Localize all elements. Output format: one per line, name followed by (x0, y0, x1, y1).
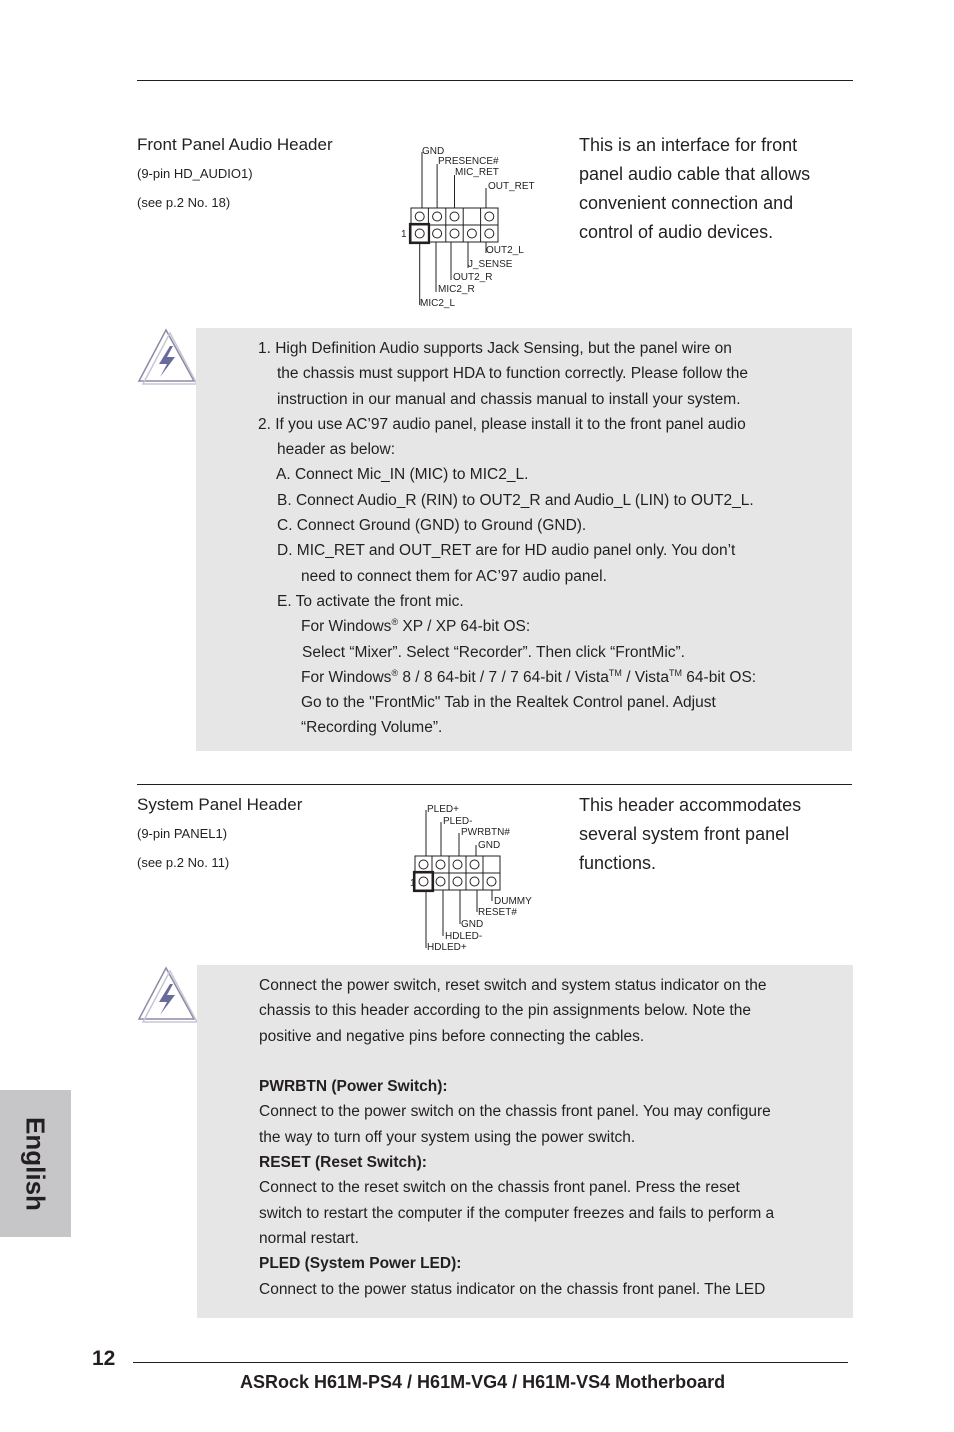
note-line: “Recording Volume”. (301, 719, 443, 737)
pin-label-dummy: DUMMY (494, 896, 532, 907)
pin-label-pwrbtn: PWRBTN# (461, 827, 510, 838)
note-line: switch to restart the computer if the computer freezes and fails to perform a (259, 1204, 775, 1222)
note-line: B. Connect Audio_R (RIN) to OUT2_R and Audio_L (LIN) to OUT2_L. (277, 491, 754, 509)
reset-heading: RESET (Reset Switch): (259, 1154, 427, 1172)
language-side-tab (0, 1090, 71, 1237)
note-line: the way to turn off your system using the power switch. (259, 1128, 636, 1146)
note-line: Connect the power switch, reset switch and system status indicator on the (259, 977, 767, 994)
footer-rule (133, 1362, 848, 1363)
description-line: This is an interface for front (579, 135, 798, 155)
note-line: Connect to the power status indicator on the chassis front panel. The LED (259, 1280, 766, 1298)
pin-label-out-ret: OUT_RET (488, 181, 535, 192)
pin-label-reset: RESET# (478, 907, 517, 918)
warning-icon (134, 962, 198, 1024)
note-line: A. Connect Mic_IN (MIC) to MIC2_L. (276, 466, 529, 484)
note-line-windows-8: For Windows® 8 / 8 64-bit / 7 / 7 64-bit / Vista™ / Vista™ 64-bit OS: (301, 667, 757, 686)
system-header-see: (see p.2 No. 11) (137, 855, 230, 870)
section-rule (137, 784, 852, 785)
description-line: control of audio devices. (579, 222, 774, 242)
note-line: the chassis must support HDA to function correctly. Please follow the (277, 365, 748, 383)
system-header-pin-info: (9-pin PANEL1) (137, 826, 228, 841)
pin-label-gnd-top: GND (478, 840, 501, 851)
pin-label-gnd-bottom: GND (461, 919, 484, 930)
system-header-title: System Panel Header (137, 795, 303, 814)
audio-header-see: (see p.2 No. 18) (137, 195, 231, 210)
note-line: Select “Mixer”. Select “Recorder”. Then click “FrontMic”. (302, 643, 685, 661)
pin-label-mic-ret: MIC_RET (455, 167, 499, 178)
description-line: panel audio cable that allows (579, 164, 811, 184)
system-header-diagram (405, 800, 545, 955)
pin-label-pled-plus: PLED+ (427, 804, 459, 815)
description-line: convenient connection and (579, 193, 794, 213)
audio-header-diagram (395, 140, 545, 312)
audio-header-pin-info: (9-pin HD_AUDIO1) (137, 166, 253, 181)
note-line: 1. High Definition Audio supports Jack Sensing, but the panel wire on (258, 340, 732, 357)
note-line: normal restart. (259, 1229, 359, 1247)
note-line: C. Connect Ground (GND) to Ground (GND). (277, 517, 587, 535)
note-line: chassis to this header according to the pin assignments below. Note the (259, 1002, 751, 1020)
pwrbtn-heading: PWRBTN (Power Switch): (259, 1078, 448, 1096)
audio-header-title: Front Panel Audio Header (137, 135, 333, 154)
pin-label-pled-minus: PLED- (443, 816, 473, 827)
pin-label-mic2-r: MIC2_R (438, 284, 475, 295)
note-line: Go to the "FrontMic" Tab in the Realtek Control panel. Adjust (301, 694, 716, 712)
note-line-windows-xp: For Windows® XP / XP 64-bit OS: (301, 617, 531, 636)
pin-one-label: 1 (401, 229, 407, 240)
pin-one-label: 1 (410, 878, 416, 889)
pin-label-mic2-l: MIC2_L (420, 298, 456, 309)
pin-label-hdled-plus: HDLED+ (427, 942, 467, 953)
note-line: 2. If you use AC’97 audio panel, please install it to the front panel audio (258, 415, 746, 433)
pin-label-j-sense: J_SENSE (468, 259, 513, 270)
system-header-description (579, 791, 801, 878)
footer-title: ASRock H61M-PS4 / H61M-VG4 / H61M-VS4 Motherboard (240, 1372, 726, 1392)
top-rule (137, 80, 853, 81)
note-line: E. To activate the front mic. (277, 592, 464, 610)
language-label: English (20, 1117, 51, 1211)
page-number: 12 (92, 1347, 116, 1370)
note-line: D. MIC_RET and OUT_RET are for HD audio panel only. You don’t (277, 542, 736, 560)
description-line: functions. (579, 853, 657, 873)
pin-label-hdled-minus: HDLED- (445, 931, 483, 942)
note-line: positive and negative pins before connecting the cables. (259, 1027, 645, 1045)
note-line: instruction in our manual and chassis manual to install your system. (277, 390, 741, 408)
pin-label-presence: PRESENCE# (438, 156, 499, 167)
audio-header-description (579, 131, 810, 247)
pin-label-out2-r: OUT2_R (453, 272, 493, 283)
pled-heading: PLED (System Power LED): (259, 1255, 462, 1273)
note-line: need to connect them for AC’97 audio panel. (301, 567, 607, 585)
audio-note-text (258, 336, 756, 741)
pin-label-out2-l: OUT2_L (486, 245, 524, 256)
description-line: This header accommodates (579, 795, 802, 815)
note-line: Connect to the reset switch on the chassis front panel. Press the reset (259, 1179, 740, 1197)
note-line: Connect to the power switch on the chassis front panel. You may configure (259, 1103, 771, 1121)
system-note-text (259, 973, 774, 1302)
pin-label-gnd: GND (422, 146, 445, 157)
note-line: header as below: (277, 441, 396, 459)
note-spacer (259, 1049, 774, 1074)
description-line: several system front panel (579, 824, 790, 844)
warning-icon (134, 324, 198, 386)
